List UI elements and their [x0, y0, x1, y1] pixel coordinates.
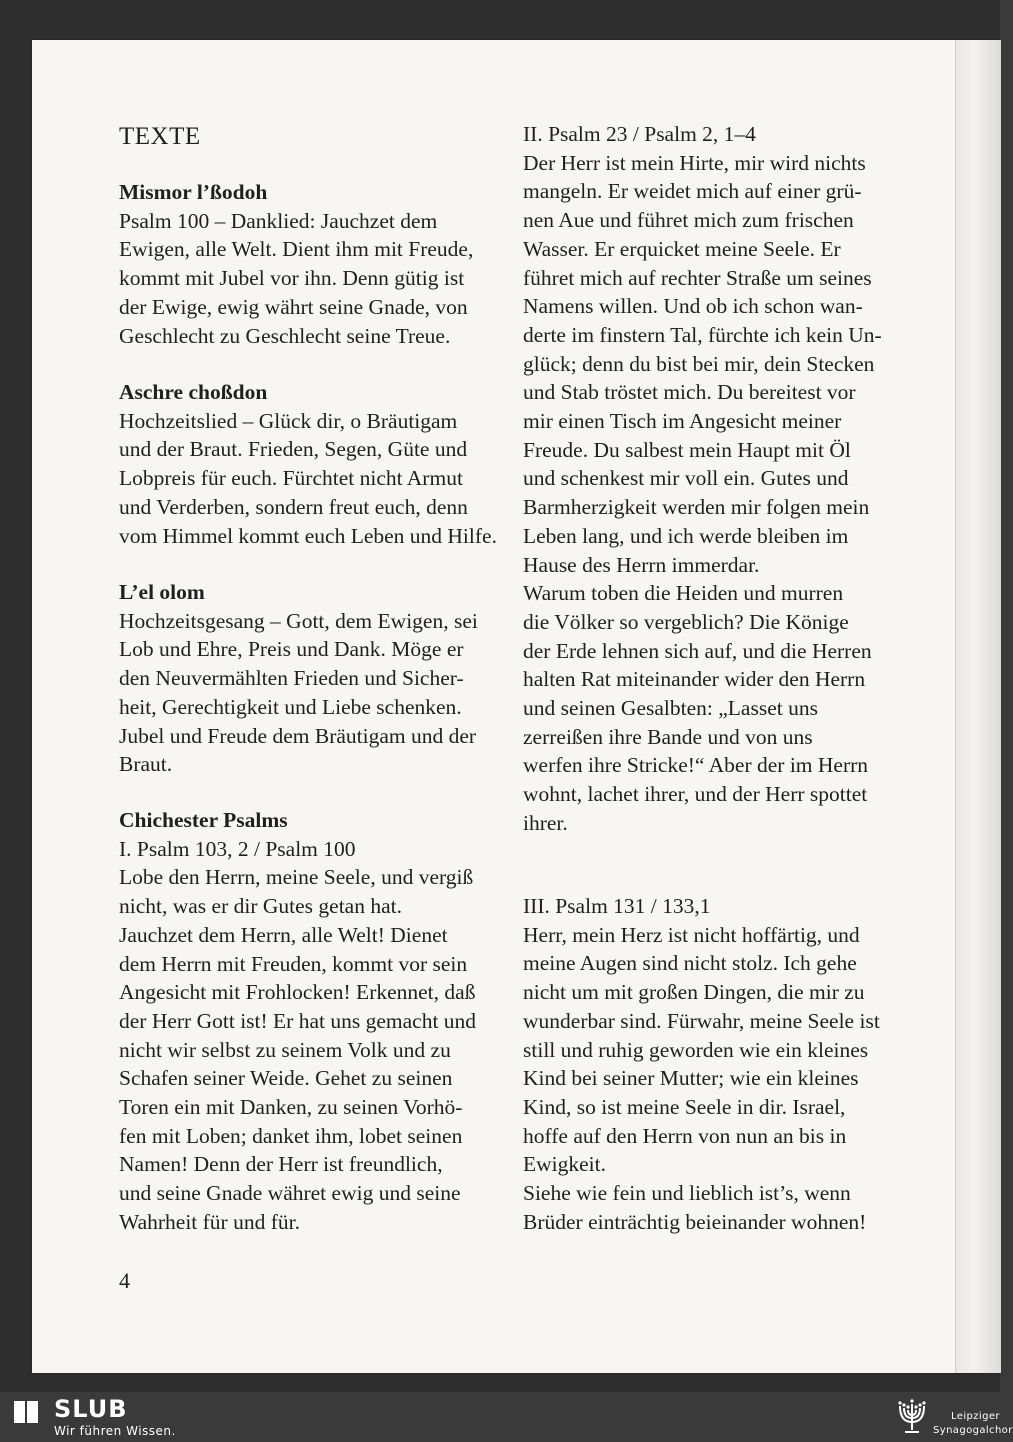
text-line: Jauchzet dem Herrn, alle Welt! Dienet: [119, 922, 448, 947]
text-line: und seine Gnade währet ewig und seine: [119, 1181, 461, 1206]
book-icon: [12, 1398, 40, 1426]
library-name[interactable]: SLUB: [54, 1395, 128, 1423]
text-line: heit, Gerechtigkeit und Liebe schenken.: [119, 694, 462, 719]
text-line: der Erde lehnen sich auf, und die Herren: [523, 638, 872, 663]
section-lel-olom: [119, 578, 499, 779]
text-line: werfen ihre Stricke!“ Aber der im Herrn: [523, 753, 869, 778]
menorah-icon: [895, 1396, 929, 1438]
text-line: und seinen Gesalbten: „Lasset uns: [523, 696, 818, 721]
text-line: Barmherzigkeit werden mir folgen mein: [523, 495, 870, 520]
text-line: nen Aue und führet mich zum frischen: [523, 208, 854, 233]
text-line: Angesicht mit Frohlocken! Erkennet, daß: [119, 980, 476, 1005]
text-line: Leben lang, und ich werde bleiben im: [523, 523, 849, 548]
text-line: meine Augen sind nicht stolz. Ich gehe: [523, 951, 857, 976]
text-line: Herr, mein Herz ist nicht hoffärtig, und: [523, 922, 860, 947]
text-line: Braut.: [119, 752, 173, 777]
text-line: Hochzeitsgesang – Gott, dem Ewigen, sei: [119, 608, 478, 633]
text-line: still und ruhig geworden wie ein kleines: [523, 1037, 869, 1062]
text-line: Freude. Du salbest mein Haupt mit Öl: [523, 437, 851, 462]
text-line: Warum toben die Heiden und murren: [523, 581, 844, 606]
library-tagline: Wir führen Wissen.: [54, 1424, 176, 1438]
text-line: führet mich auf rechter Straße um seines: [523, 265, 872, 290]
text-line: Namen! Denn der Herr ist freundlich,: [119, 1152, 443, 1177]
section-aschre: [119, 378, 499, 550]
text-line: den Neuvermählten Frieden und Sicher-: [119, 666, 464, 691]
text-line: halten Rat miteinander wider den Herrn: [523, 667, 866, 692]
section-mismor: [119, 178, 499, 350]
text-line: Brüder einträchtig beieinander wohnen!: [523, 1209, 867, 1234]
text-line: nicht, was er dir Gutes getan hat.: [119, 894, 402, 919]
text-line: wohnt, lachet ihrer, und der Herr spottet: [523, 782, 868, 807]
text-line: und der Braut. Frieden, Segen, Güte und: [119, 437, 468, 462]
text-line: Ewigen, alle Welt. Dient ihm mit Freude,: [119, 237, 474, 262]
text-line: der Ewige, ewig währt seine Gnade, von: [119, 294, 468, 319]
choir-name-line1: Leipziger: [951, 1411, 1000, 1422]
section-title: Chichester Psalms: [119, 808, 288, 832]
text-line: Ewigkeit.: [523, 1152, 606, 1177]
text-line: Kind, so ist meine Seele in dir. Israel,: [523, 1094, 846, 1119]
text-line: Lob und Ehre, Preis und Dank. Möge er: [119, 637, 464, 662]
text-line: Lobe den Herrn, meine Seele, und vergiß: [119, 865, 474, 890]
text-line: derte im finstern Tal, fürchte ich kein Un-: [523, 322, 882, 347]
section-chichester: [119, 806, 499, 1237]
text-line: II. Psalm 23 / Psalm 2, 1–4: [523, 122, 756, 146]
psalm-131-block: [523, 892, 903, 1236]
text-line: hoffe auf den Herrn von nun an bis in: [523, 1123, 847, 1148]
text-line: mir einen Tisch im Angesicht meiner: [523, 409, 842, 434]
text-line: Der Herr ist mein Hirte, mir wird nichts: [523, 150, 866, 175]
text-line: Namens willen. Und ob ich schon wan-: [523, 294, 863, 319]
text-line: kommt mit Jubel vor ihn. Denn gütig ist: [119, 266, 465, 291]
text-line: Wasser. Er erquicket meine Seele. Er: [523, 236, 841, 261]
text-line: dem Herrn mit Freuden, kommt vor sein: [119, 951, 468, 976]
text-line: nicht wir selbst zu seinem Volk und zu: [119, 1037, 451, 1062]
text-line: glück; denn du bist bei mir, dein Stecken: [523, 351, 875, 376]
text-line: Jubel und Freude dem Bräutigam und der: [119, 723, 477, 748]
text-line: ihrer.: [523, 810, 568, 835]
section-title: Aschre choßdon: [119, 380, 268, 404]
text-line: Wahrheit für und für.: [119, 1209, 300, 1234]
text-line: die Völker so vergeblich? Die Könige: [523, 609, 849, 634]
text-line: und schenkest mir voll ein. Gutes und: [523, 466, 849, 491]
text-line: I. Psalm 103, 2 / Psalm 100: [119, 836, 356, 861]
text-line: fen mit Loben; danket ihm, lobet seinen: [119, 1123, 463, 1148]
text-line: zerreißen ihre Bande und von uns: [523, 724, 813, 749]
text-line: Geschlecht zu Geschlecht seine Treue.: [119, 323, 451, 348]
psalm-23-block: [523, 120, 903, 838]
text-line: und Stab tröstet mich. Du bereitest vor: [523, 380, 856, 405]
next-page-edge: [955, 40, 1001, 1373]
text-line: der Herr Gott ist! Er hat uns gemacht und: [119, 1008, 477, 1033]
page-heading: TEXTE: [119, 123, 201, 150]
text-line: Hochzeitslied – Glück dir, o Bräutigam: [119, 408, 458, 433]
text-line: Hause des Herrn immerdar.: [523, 552, 760, 577]
text-line: Psalm 100 – Danklied: Jauchzet dem: [119, 208, 438, 233]
text-line: mangeln. Er weidet mich auf einer grü-: [523, 179, 862, 204]
text-line: Toren ein mit Danken, zu seinen Vorhö-: [119, 1095, 463, 1120]
text-line: Kind bei seiner Mutter; wie ein kleines: [523, 1066, 859, 1091]
text-line: und Verderben, sondern freut euch, denn: [119, 494, 468, 519]
choir-name-line2: Synagogalchor: [933, 1425, 1013, 1436]
text-line: Siehe wie fein und lieblich ist’s, wenn: [523, 1181, 851, 1206]
text-line: Schafen seiner Weide. Gehet zu seinen: [119, 1066, 453, 1091]
section-title: L’el olom: [119, 580, 205, 604]
text-line: vom Himmel kommt euch Leben und Hilfe.: [119, 523, 497, 548]
section-title: Mismor l’ßodoh: [119, 180, 268, 204]
text-line: wunderbar sind. Fürwahr, meine Seele ist: [523, 1008, 880, 1033]
page-number: 4: [119, 1268, 130, 1293]
text-line: III. Psalm 131 / 133,1: [523, 894, 711, 918]
text-line: nicht um mit großen Dingen, die mir zu: [523, 980, 865, 1005]
text-line: Lobpreis für euch. Fürchtet nicht Armut: [119, 466, 463, 491]
